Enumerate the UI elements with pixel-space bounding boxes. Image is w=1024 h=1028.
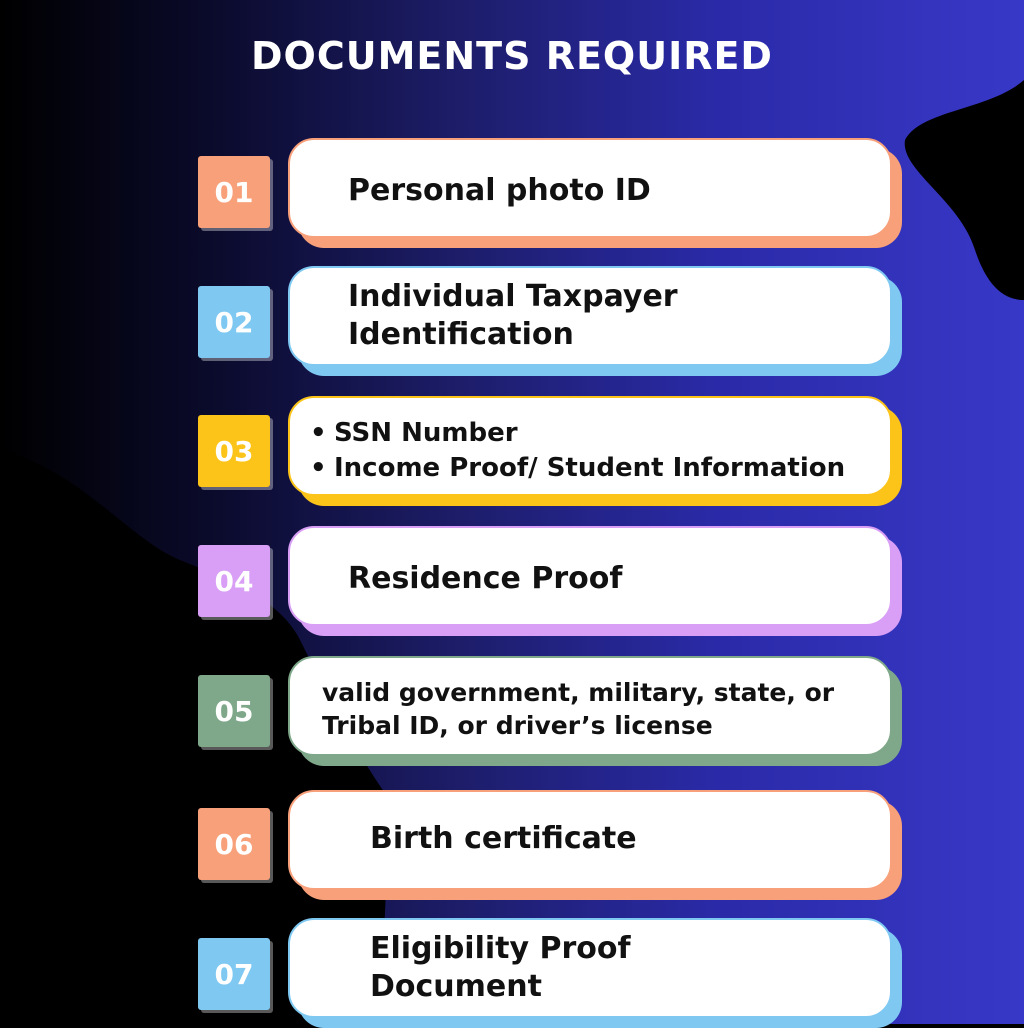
document-card-01 <box>288 138 892 238</box>
step-number: 04 <box>214 564 254 598</box>
page-title: DOCUMENTS REQUIRED <box>251 34 773 78</box>
step-badge-04 <box>198 545 270 617</box>
step-badge-06 <box>198 808 270 880</box>
card-line: Personal photo ID <box>348 173 651 208</box>
step-number: 02 <box>214 305 254 339</box>
bullet-item: • Income Proof/ Student Information <box>306 451 845 486</box>
card-text <box>370 930 631 1006</box>
card-line: Residence Proof <box>348 561 623 596</box>
card-face <box>288 138 892 238</box>
card-line: Birth certificate <box>370 821 637 856</box>
document-card-05 <box>288 656 892 756</box>
card-face <box>288 526 892 626</box>
document-card-07 <box>288 918 892 1018</box>
card-line: Tribal ID, or driver’s license <box>322 711 713 740</box>
step-number: 06 <box>214 827 254 861</box>
step-number: 05 <box>214 694 254 728</box>
step-number: 07 <box>214 957 254 991</box>
card-text <box>348 172 651 210</box>
document-card-04 <box>288 526 892 626</box>
step-number: 01 <box>214 175 254 209</box>
card-line: Identification <box>348 317 574 352</box>
card-bullet-list <box>306 416 845 486</box>
step-badge-03 <box>198 415 270 487</box>
step-number: 03 <box>214 434 254 468</box>
card-text <box>348 278 678 354</box>
card-line: valid government, military, state, or <box>322 678 835 707</box>
card-line: Document <box>370 969 542 1004</box>
step-badge-02 <box>198 286 270 358</box>
card-face <box>288 790 892 890</box>
card-line: Eligibility Proof <box>370 931 631 966</box>
document-card-06 <box>288 790 892 890</box>
card-face <box>288 918 892 1018</box>
step-badge-01 <box>198 156 270 228</box>
card-face <box>288 396 892 496</box>
card-text <box>348 560 622 598</box>
card-face <box>288 266 892 366</box>
card-text <box>370 820 637 858</box>
card-face <box>288 656 892 756</box>
document-card-03 <box>288 396 892 496</box>
step-badge-05 <box>198 675 270 747</box>
card-text <box>322 676 834 742</box>
card-line: Individual Taxpayer <box>348 279 678 314</box>
step-badge-07 <box>198 938 270 1010</box>
bullet-item: • SSN Number <box>306 416 845 451</box>
document-card-02 <box>288 266 892 366</box>
